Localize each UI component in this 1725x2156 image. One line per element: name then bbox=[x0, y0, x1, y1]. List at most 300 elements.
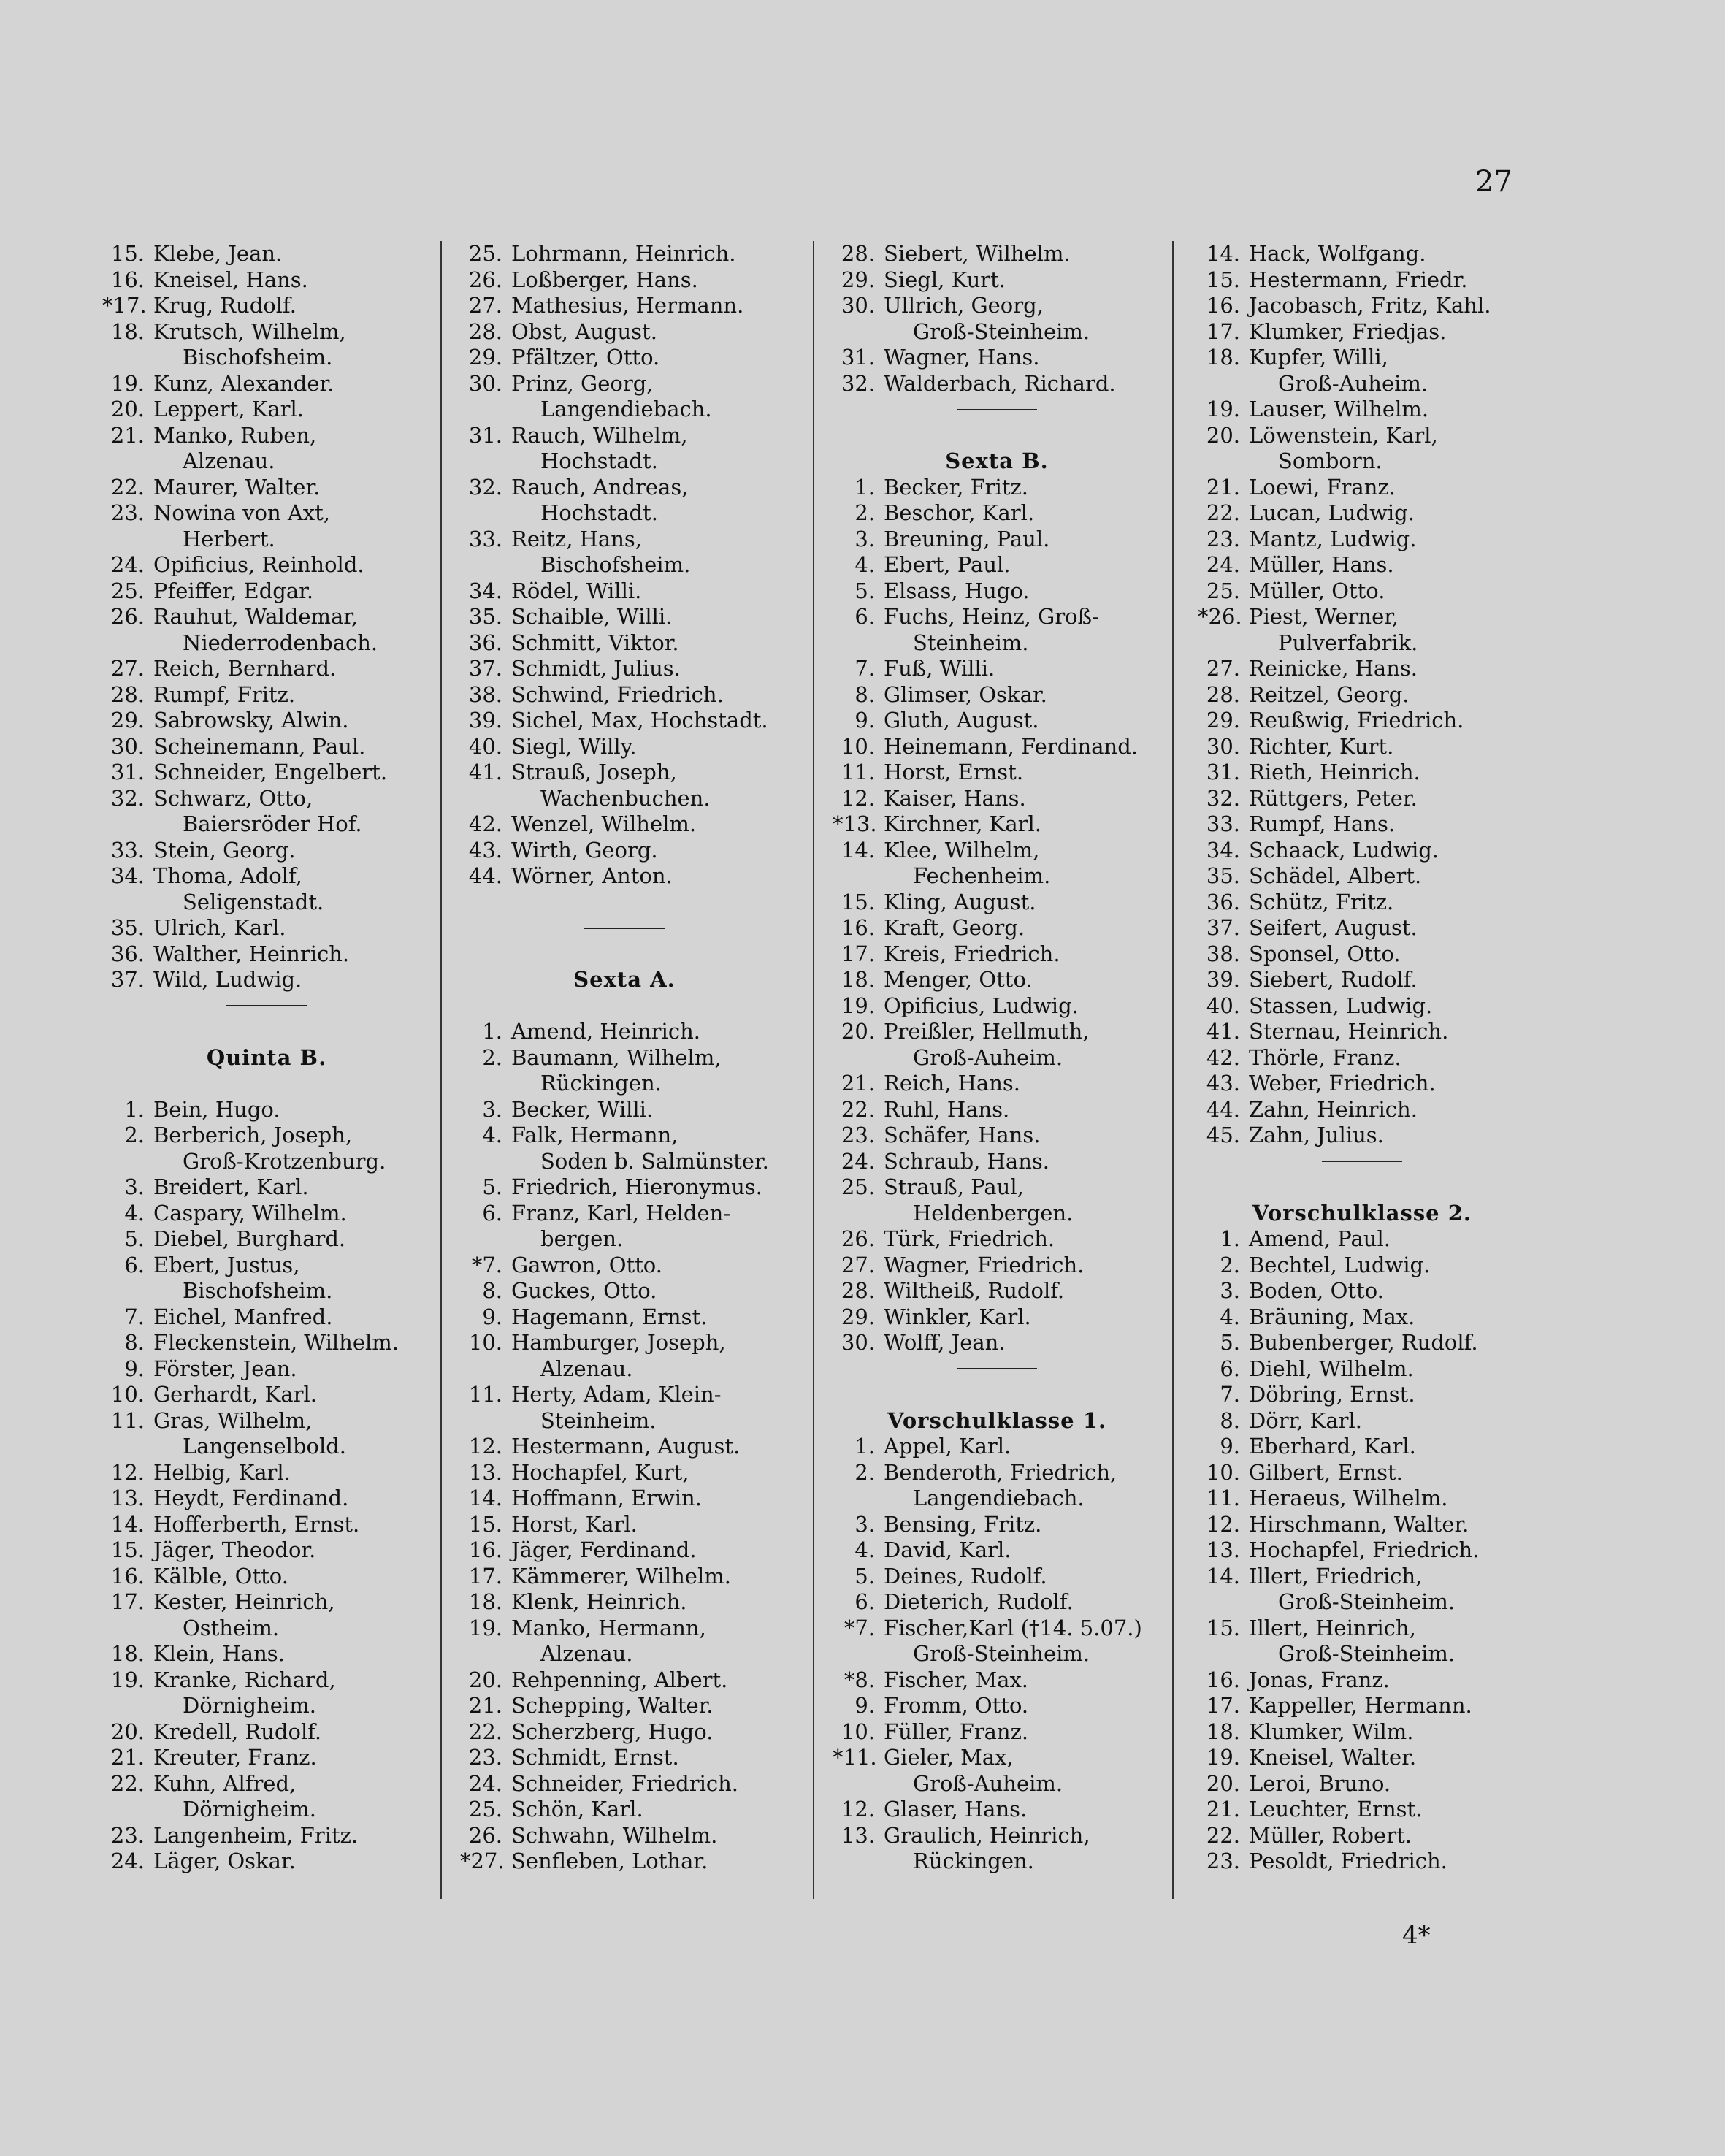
entry-number: 38. bbox=[468, 681, 502, 707]
entry-name: Rödel, Willi. bbox=[511, 578, 642, 603]
list-item bbox=[833, 1667, 1161, 1694]
list-item bbox=[833, 552, 1161, 578]
entry-name: Caspary, Wilhelm. bbox=[153, 1200, 347, 1226]
entry-number: 35. bbox=[110, 915, 145, 940]
entry-name: Siegl, Willy. bbox=[511, 733, 637, 759]
entry-name: Kneisel, Hans. bbox=[153, 267, 308, 292]
list-item bbox=[460, 345, 789, 371]
entry-number: 42. bbox=[468, 811, 502, 836]
list-item bbox=[1198, 578, 1526, 605]
entry-name: Maurer, Walter. bbox=[153, 474, 321, 500]
entry-continuation: Herbert. bbox=[183, 526, 275, 551]
list-item bbox=[1198, 1823, 1526, 1849]
entry-number: 4. bbox=[124, 1200, 145, 1226]
entry-number: 2. bbox=[124, 1123, 145, 1147]
entry-number: 12. bbox=[468, 1434, 502, 1459]
entry-name: Becker, Willi. bbox=[511, 1096, 654, 1122]
entry-name: Hochapfel, Kurt, bbox=[511, 1459, 689, 1485]
entry-continuation: Pulverfabrik. bbox=[1278, 630, 1418, 655]
page-number: 27 bbox=[1475, 165, 1512, 199]
entry-name: Kreis, Friedrich. bbox=[884, 941, 1060, 966]
entry-number: 38. bbox=[1206, 941, 1240, 966]
entry-number: 30. bbox=[110, 733, 145, 759]
entry-name: Rauhut, Waldemar, bbox=[153, 604, 359, 629]
entry-number: 33. bbox=[1206, 811, 1240, 836]
entry-name: Herty, Adam, Klein- bbox=[511, 1382, 722, 1407]
list-item bbox=[460, 1304, 789, 1331]
list-item bbox=[1198, 1304, 1526, 1331]
entry-name: Eberhard, Karl. bbox=[1249, 1434, 1416, 1459]
entry-name: Jonas, Franz. bbox=[1249, 1667, 1390, 1692]
entry-name: Weber, Friedrich. bbox=[1249, 1071, 1436, 1096]
list-item bbox=[460, 1460, 789, 1486]
entry-number: 36. bbox=[110, 941, 145, 966]
entry-number: 20. bbox=[841, 1019, 875, 1044]
list-item bbox=[460, 1486, 789, 1512]
list-item bbox=[102, 656, 431, 682]
entry-name: Klumker, Wilm. bbox=[1249, 1719, 1414, 1744]
list-item bbox=[460, 734, 789, 760]
list-item bbox=[102, 1253, 431, 1279]
entry-number: 19. bbox=[841, 993, 875, 1018]
list-item bbox=[833, 915, 1161, 941]
entry-name: Krutsch, Wilhelm, bbox=[153, 318, 346, 344]
entry-name: Gluth, August. bbox=[884, 708, 1039, 733]
entry-number: 16. bbox=[110, 267, 145, 292]
entry-name: Reußwig, Friedrich. bbox=[1249, 708, 1464, 733]
entry-number: 32. bbox=[110, 785, 145, 811]
list-item bbox=[460, 863, 789, 890]
entry-name: Zahn, Heinrich. bbox=[1249, 1096, 1418, 1122]
list-item bbox=[1198, 760, 1526, 786]
entry-continuation: Fechenheim. bbox=[913, 863, 1051, 888]
entry-number: 40. bbox=[1206, 993, 1240, 1018]
list-item bbox=[833, 1330, 1161, 1356]
entry-continuation: Somborn. bbox=[1278, 448, 1382, 473]
list-item bbox=[833, 656, 1161, 682]
entry-number: 6. bbox=[854, 1589, 875, 1614]
list-item bbox=[833, 1149, 1161, 1175]
entry-continuation: Seligenstadt. bbox=[183, 889, 324, 914]
entry-name: Krug, Rudolf. bbox=[153, 293, 297, 318]
entry-continuation: bergen. bbox=[540, 1226, 624, 1251]
entry-number: 25. bbox=[1206, 578, 1240, 603]
entry-number: 33. bbox=[468, 526, 502, 551]
entry-name: Scheinemann, Paul. bbox=[153, 733, 366, 759]
entry-name: Lucan, Ludwig. bbox=[1249, 500, 1415, 525]
entry-name: Heydt, Ferdinand. bbox=[153, 1486, 349, 1510]
entry-number: 29. bbox=[1206, 708, 1240, 733]
entry-number: 21. bbox=[1206, 474, 1240, 500]
section-divider bbox=[1198, 1149, 1526, 1175]
list-item bbox=[460, 1097, 789, 1123]
list-item bbox=[833, 993, 1161, 1020]
list-item bbox=[102, 838, 431, 864]
entry-name: Gieler, Max, bbox=[884, 1745, 1014, 1770]
divider-rule bbox=[226, 1005, 307, 1006]
entry-number: 34. bbox=[110, 863, 145, 888]
entry-name: Bein, Hugo. bbox=[153, 1096, 280, 1122]
entry-name: Preißler, Hellmuth, bbox=[884, 1019, 1090, 1044]
entry-number: 28. bbox=[841, 1278, 875, 1303]
entry-number: 3. bbox=[854, 1511, 875, 1537]
entry-number: 37. bbox=[468, 656, 502, 681]
entry-name: Sternau, Heinrich. bbox=[1249, 1019, 1449, 1044]
list-item bbox=[102, 1849, 431, 1875]
entry-continuation: Langenselbold. bbox=[183, 1434, 347, 1459]
entry-number: 33. bbox=[110, 837, 145, 863]
entry-number: 34. bbox=[468, 578, 502, 603]
divider-rule bbox=[584, 928, 665, 929]
list-item bbox=[102, 682, 431, 708]
entry-name: Glaser, Hans. bbox=[884, 1797, 1028, 1821]
list-item bbox=[102, 319, 431, 345]
list-item bbox=[102, 1460, 431, 1486]
entry-continuation: Groß-Steinheim. bbox=[1278, 1641, 1456, 1666]
entry-name: Loßberger, Hans. bbox=[511, 267, 698, 292]
list-item bbox=[102, 1589, 431, 1616]
list-item bbox=[460, 682, 789, 708]
entry-number: 30. bbox=[1206, 733, 1240, 759]
list-item bbox=[102, 1512, 431, 1538]
signature-mark: 4* bbox=[1402, 1921, 1431, 1950]
entry-name: Nowina von Axt, bbox=[153, 500, 331, 525]
list-item bbox=[460, 656, 789, 682]
entry-name: Förster, Jean. bbox=[153, 1356, 297, 1381]
entry-number: 12. bbox=[110, 1459, 145, 1485]
entry-number: 18. bbox=[841, 967, 875, 992]
list-item bbox=[833, 500, 1161, 527]
entry-number: 1. bbox=[854, 1434, 875, 1459]
column-rule bbox=[1172, 241, 1174, 1899]
entry-number: 15. bbox=[1206, 1615, 1240, 1640]
list-item bbox=[833, 1253, 1161, 1279]
entry-number: 23. bbox=[1206, 1849, 1240, 1873]
entry-number: 20. bbox=[1206, 422, 1240, 448]
entry-number: 19. bbox=[1206, 397, 1240, 421]
entry-name: Schepping, Walter. bbox=[511, 1693, 714, 1718]
entry-number: 37. bbox=[1206, 915, 1240, 940]
entry-number: 5. bbox=[854, 578, 875, 603]
entry-continuation: Groß-Steinheim. bbox=[913, 318, 1090, 344]
entry-continuation: Hochstadt. bbox=[540, 448, 658, 473]
section-divider bbox=[833, 1356, 1161, 1383]
entry-name: Ullrich, Georg, bbox=[884, 293, 1044, 318]
entry-number: 9. bbox=[124, 1356, 145, 1381]
entry-name: Läger, Oskar. bbox=[153, 1849, 296, 1873]
entry-number: 27. bbox=[841, 1252, 875, 1277]
entry-continuation: Rückingen. bbox=[913, 1849, 1034, 1873]
entry-number: 32. bbox=[468, 474, 502, 500]
entry-continuation: Hochstadt. bbox=[540, 500, 658, 525]
list-item bbox=[1198, 1460, 1526, 1486]
list-item bbox=[1198, 1771, 1526, 1797]
entry-number: 9. bbox=[854, 708, 875, 733]
entry-number: 26. bbox=[841, 1226, 875, 1251]
entry-number: 14. bbox=[1206, 1563, 1240, 1589]
entry-name: Fuß, Willi. bbox=[884, 656, 995, 681]
list-item bbox=[1198, 890, 1526, 916]
entry-continuation: Groß-Krotzenburg. bbox=[183, 1148, 386, 1174]
entry-continuation: Alzenau. bbox=[540, 1641, 633, 1666]
entry-number: 12. bbox=[841, 1797, 875, 1821]
list-item bbox=[460, 319, 789, 345]
entry-name: Bechtel, Ludwig. bbox=[1249, 1252, 1431, 1277]
entry-name: Wenzel, Wilhelm. bbox=[511, 811, 697, 836]
entry-continuation: Dörnigheim. bbox=[183, 1797, 316, 1821]
entry-number: 18. bbox=[1206, 345, 1240, 370]
list-item bbox=[102, 708, 431, 734]
list-item bbox=[1198, 552, 1526, 578]
list-item bbox=[460, 1564, 789, 1590]
entry-number: 11. bbox=[841, 760, 875, 784]
entry-name: Füller, Franz. bbox=[884, 1719, 1029, 1744]
entry-name: Kredell, Rudolf. bbox=[153, 1719, 322, 1744]
entry-number: 44. bbox=[468, 863, 502, 888]
entry-name: Bubenberger, Rudolf. bbox=[1249, 1330, 1478, 1355]
entry-number: 21. bbox=[110, 1745, 145, 1770]
entry-name: Bräuning, Max. bbox=[1249, 1304, 1415, 1329]
entry-continuation: Heldenbergen. bbox=[913, 1200, 1074, 1226]
list-item bbox=[1198, 915, 1526, 941]
entry-name: Thoma, Adolf, bbox=[153, 863, 302, 888]
entry-name: Kneisel, Walter. bbox=[1249, 1745, 1417, 1770]
entry-number: 26. bbox=[110, 604, 145, 629]
entry-name: Schaible, Willi. bbox=[511, 604, 673, 629]
entry-number: *8. bbox=[844, 1667, 875, 1692]
entry-name: Klenk, Heinrich. bbox=[511, 1589, 687, 1614]
spacer bbox=[833, 1382, 1161, 1408]
list-item bbox=[1198, 941, 1526, 968]
entry-number: 10. bbox=[1206, 1459, 1240, 1485]
entry-name: Klebe, Jean. bbox=[153, 241, 283, 266]
entry-number: 20. bbox=[468, 1667, 502, 1692]
entry-name: Schwarz, Otto, bbox=[153, 785, 313, 811]
column-4 bbox=[1198, 241, 1526, 1875]
list-item bbox=[833, 1693, 1161, 1719]
entry-name: Glimser, Oskar. bbox=[884, 681, 1047, 707]
list-item bbox=[833, 527, 1161, 553]
list-item bbox=[833, 1019, 1161, 1045]
entry-number: 11. bbox=[1206, 1486, 1240, 1510]
entry-name: Breidert, Karl. bbox=[153, 1174, 309, 1199]
list-item bbox=[1198, 786, 1526, 812]
entry-name: Schmidt, Julius. bbox=[511, 656, 681, 681]
entry-number: 21. bbox=[841, 1071, 875, 1096]
entry-continuation: Groß-Auheim. bbox=[913, 1770, 1063, 1796]
entry-name: Hirschmann, Walter. bbox=[1249, 1511, 1469, 1537]
list-item bbox=[1198, 1330, 1526, 1356]
entry-number: 32. bbox=[841, 370, 875, 396]
list-item bbox=[460, 1537, 789, 1564]
entry-name: Schütz, Fritz. bbox=[1249, 889, 1394, 914]
class-heading: Vorschulklasse 1. bbox=[887, 1407, 1106, 1433]
entry-number: 16. bbox=[1206, 1667, 1240, 1692]
entry-number: 27. bbox=[468, 293, 502, 318]
entry-name: Schäfer, Hans. bbox=[884, 1123, 1041, 1147]
entry-continuation: Groß-Steinheim. bbox=[1278, 1589, 1456, 1614]
entry-number: 5. bbox=[854, 1563, 875, 1589]
entry-number: 4. bbox=[1220, 1304, 1240, 1329]
entry-number: 3. bbox=[854, 526, 875, 551]
entry-number: 15. bbox=[110, 241, 145, 266]
entry-number: 2. bbox=[854, 500, 875, 525]
entry-name: Benderoth, Friedrich, bbox=[884, 1459, 1117, 1485]
entry-number: 1. bbox=[482, 1019, 502, 1044]
entry-number: 12. bbox=[1206, 1511, 1240, 1537]
entry-name: Reitz, Hans, bbox=[511, 526, 642, 551]
class-heading: Vorschulklasse 2. bbox=[1252, 1200, 1472, 1226]
entry-name: Siegl, Kurt. bbox=[884, 267, 1006, 292]
list-item bbox=[1198, 1434, 1526, 1460]
entry-name: Schädel, Albert. bbox=[1249, 863, 1422, 888]
entry-number: 10. bbox=[110, 1382, 145, 1407]
list-item bbox=[833, 345, 1161, 371]
entry-number: 22. bbox=[841, 1096, 875, 1122]
list-item bbox=[833, 1434, 1161, 1460]
list-item bbox=[833, 241, 1161, 267]
entry-name: Boden, Otto. bbox=[1249, 1278, 1384, 1303]
list-item bbox=[460, 1253, 789, 1279]
list-item bbox=[833, 890, 1161, 916]
list-item bbox=[102, 1719, 431, 1746]
entry-name: Siebert, Rudolf. bbox=[1249, 967, 1418, 992]
entry-name: Kranke, Richard, bbox=[153, 1667, 336, 1692]
entry-continuation: Groß-Steinheim. bbox=[913, 1641, 1090, 1666]
list-item bbox=[102, 578, 431, 605]
entry-number: 17. bbox=[468, 1563, 502, 1589]
entry-name: Pfeiffer, Edgar. bbox=[153, 578, 314, 603]
spacer bbox=[102, 1019, 431, 1045]
list-item bbox=[1198, 1616, 1526, 1642]
entry-name: Breuning, Paul. bbox=[884, 526, 1050, 551]
entry-number: 21. bbox=[1206, 1797, 1240, 1821]
entry-name: Rieth, Heinrich. bbox=[1249, 760, 1420, 784]
entry-continuation: Bischofsheim. bbox=[540, 552, 691, 577]
entry-number: 6. bbox=[1220, 1356, 1240, 1381]
entry-number: 28. bbox=[468, 318, 502, 344]
entry-name: Langenheim, Fritz. bbox=[153, 1822, 359, 1848]
entry-number: 30. bbox=[841, 1330, 875, 1355]
entry-name: Mantz, Ludwig. bbox=[1249, 526, 1417, 551]
class-heading: Sexta B. bbox=[945, 448, 1049, 473]
entry-number: 19. bbox=[110, 1667, 145, 1692]
list-item bbox=[460, 604, 789, 630]
entry-number: 21. bbox=[468, 1693, 502, 1718]
entry-number: 13. bbox=[841, 1822, 875, 1848]
entry-number: 3. bbox=[1220, 1278, 1240, 1303]
entry-name: Diebel, Burghard. bbox=[153, 1226, 346, 1251]
entry-number: 32. bbox=[1206, 785, 1240, 811]
entry-number: 30. bbox=[841, 293, 875, 318]
entry-continuation: Langendiebach. bbox=[540, 397, 712, 421]
list-item bbox=[102, 1564, 431, 1590]
entry-number: 29. bbox=[841, 267, 875, 292]
entry-number: 24. bbox=[841, 1148, 875, 1174]
list-item bbox=[460, 760, 789, 786]
entry-number: 14. bbox=[468, 1486, 502, 1510]
entry-name: Fischer, Max. bbox=[884, 1667, 1029, 1692]
column-1 bbox=[102, 241, 431, 1875]
entry-number: 16. bbox=[1206, 293, 1240, 318]
list-item bbox=[102, 293, 431, 319]
entry-number: 26. bbox=[468, 267, 502, 292]
entry-number: 14. bbox=[110, 1511, 145, 1537]
entry-name: Reich, Hans. bbox=[884, 1071, 1020, 1096]
list-item bbox=[1198, 1408, 1526, 1434]
entry-name: Menger, Otto. bbox=[884, 967, 1033, 992]
list-item bbox=[460, 1512, 789, 1538]
list-item bbox=[833, 1304, 1161, 1331]
list-item bbox=[460, 1045, 789, 1071]
entry-continuation: Dörnigheim. bbox=[183, 1693, 316, 1718]
entry-name: Sponsel, Otto. bbox=[1249, 941, 1401, 966]
entry-name: Kappeller, Hermann. bbox=[1249, 1693, 1472, 1718]
entry-number: 21. bbox=[110, 422, 145, 448]
entry-number: 29. bbox=[468, 345, 502, 370]
entry-name: Leuchter, Ernst. bbox=[1249, 1797, 1423, 1821]
entry-name: Leroi, Bruno. bbox=[1249, 1770, 1391, 1796]
entry-number: 10. bbox=[841, 1719, 875, 1744]
entry-name: Opificius, Ludwig. bbox=[884, 993, 1079, 1018]
list-item bbox=[460, 241, 789, 267]
list-item bbox=[102, 397, 431, 423]
entry-number: 24. bbox=[110, 1849, 145, 1873]
entry-name: Fuchs, Heinz, Groß- bbox=[884, 604, 1099, 629]
entry-name: Loewi, Franz. bbox=[1249, 474, 1396, 500]
entry-name: Horst, Ernst. bbox=[884, 760, 1024, 784]
entry-number: 20. bbox=[110, 397, 145, 421]
entry-number: 3. bbox=[124, 1174, 145, 1199]
entry-name: Franz, Karl, Helden- bbox=[511, 1200, 731, 1226]
entry-number: 24. bbox=[468, 1770, 502, 1796]
list-item bbox=[102, 1641, 431, 1667]
entry-name: Schraub, Hans. bbox=[884, 1148, 1049, 1174]
entry-number: 19. bbox=[468, 1615, 502, 1640]
list-item bbox=[460, 838, 789, 864]
entry-continuation: Bischofsheim. bbox=[183, 1278, 333, 1303]
entry-number: 43. bbox=[1206, 1071, 1240, 1096]
list-item bbox=[1198, 1849, 1526, 1875]
entry-name: Rüttgers, Peter. bbox=[1249, 785, 1418, 811]
entry-name: Rumpf, Fritz. bbox=[153, 681, 296, 707]
entry-number: 25. bbox=[468, 241, 502, 266]
entry-name: Lauser, Wilhelm. bbox=[1249, 397, 1429, 421]
entry-name: Hack, Wolfgang. bbox=[1249, 241, 1426, 266]
entry-number: 1. bbox=[124, 1096, 145, 1122]
list-item bbox=[102, 1123, 431, 1149]
list-item bbox=[1198, 967, 1526, 993]
entry-number: 27. bbox=[1206, 656, 1240, 681]
entry-name: Fromm, Otto. bbox=[884, 1693, 1029, 1718]
list-item bbox=[1198, 1019, 1526, 1045]
spacer bbox=[460, 941, 789, 968]
list-item bbox=[1198, 1278, 1526, 1304]
entry-number: 15. bbox=[1206, 267, 1240, 292]
entry-number: 18. bbox=[110, 318, 145, 344]
list-item bbox=[833, 267, 1161, 294]
list-item bbox=[460, 1589, 789, 1616]
entry-number: 19. bbox=[110, 370, 145, 396]
entry-name: Horst, Karl. bbox=[511, 1511, 638, 1537]
entry-name: Becker, Fritz. bbox=[884, 474, 1028, 500]
list-item bbox=[833, 708, 1161, 734]
entry-number: 23. bbox=[110, 1822, 145, 1848]
list-item bbox=[1198, 863, 1526, 890]
entry-number: 36. bbox=[1206, 889, 1240, 914]
list-item bbox=[102, 915, 431, 941]
entry-name: Wolff, Jean. bbox=[884, 1330, 1006, 1355]
